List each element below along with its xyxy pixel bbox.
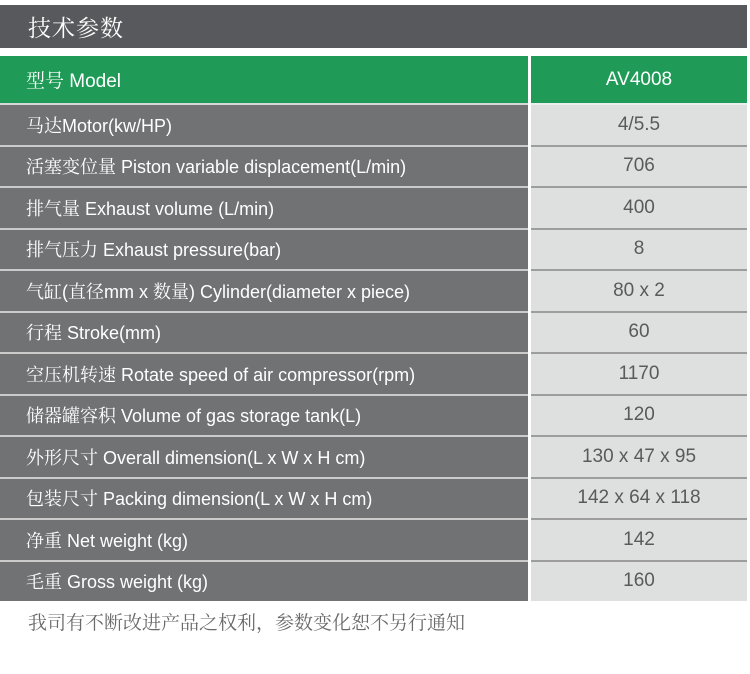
spec-label: 净重 Net weight (kg) [0, 518, 528, 560]
spec-label: 包装尺寸 Packing dimension(L x W x H cm) [0, 477, 528, 519]
table-row [0, 269, 747, 311]
table-row [0, 103, 747, 145]
spec-value: 120 [531, 394, 747, 436]
table-row [0, 518, 747, 560]
table-row [0, 145, 747, 187]
spec-label: 排气压力 Exhaust pressure(bar) [0, 228, 528, 270]
spec-value: 142 x 64 x 118 [531, 477, 747, 519]
spec-label: 外形尺寸 Overall dimension(L x W x H cm) [0, 435, 528, 477]
spec-label: 活塞变位量 Piston variable displacement(L/min) [0, 145, 528, 187]
spec-label: 排气量 Exhaust volume (L/min) [0, 186, 528, 228]
disclaimer-note: 我司有不断改进产品之权利，参数变化恕不另行通知 [28, 613, 466, 634]
spec-value: 706 [531, 145, 747, 187]
table-row [0, 352, 747, 394]
spec-label: 马达Motor(kw/HP) [0, 103, 528, 145]
spec-value: 142 [531, 518, 747, 560]
table-row [0, 186, 747, 228]
spec-value: 60 [531, 311, 747, 353]
spec-table [0, 56, 747, 601]
spec-value: 1170 [531, 352, 747, 394]
table-row [0, 435, 747, 477]
table-row [0, 477, 747, 519]
spec-label: 储器罐容积 Volume of gas storage tank(L) [0, 394, 528, 436]
spec-label: 行程 Stroke(mm) [0, 311, 528, 353]
spec-value: 4/5.5 [531, 103, 747, 145]
spec-label: 气缸(直径mm x 数量) Cylinder(diameter x piece) [0, 269, 528, 311]
table-row [0, 394, 747, 436]
model-header-label: 型号 Model [0, 56, 528, 103]
spec-value: 80 x 2 [531, 269, 747, 311]
section-title: 技术参数 [28, 15, 124, 41]
table-header-row [0, 56, 747, 103]
spec-value: 8 [531, 228, 747, 270]
model-header-value: AV4008 [531, 56, 747, 103]
spec-label: 毛重 Gross weight (kg) [0, 560, 528, 602]
table-row [0, 228, 747, 270]
table-body [0, 103, 747, 601]
table-row [0, 560, 747, 602]
spec-value: 400 [531, 186, 747, 228]
spec-value: 130 x 47 x 95 [531, 435, 747, 477]
table-row [0, 311, 747, 353]
spec-label: 空压机转速 Rotate speed of air compressor(rpm) [0, 352, 528, 394]
spec-value: 160 [531, 560, 747, 602]
section-title-bar [0, 5, 747, 48]
